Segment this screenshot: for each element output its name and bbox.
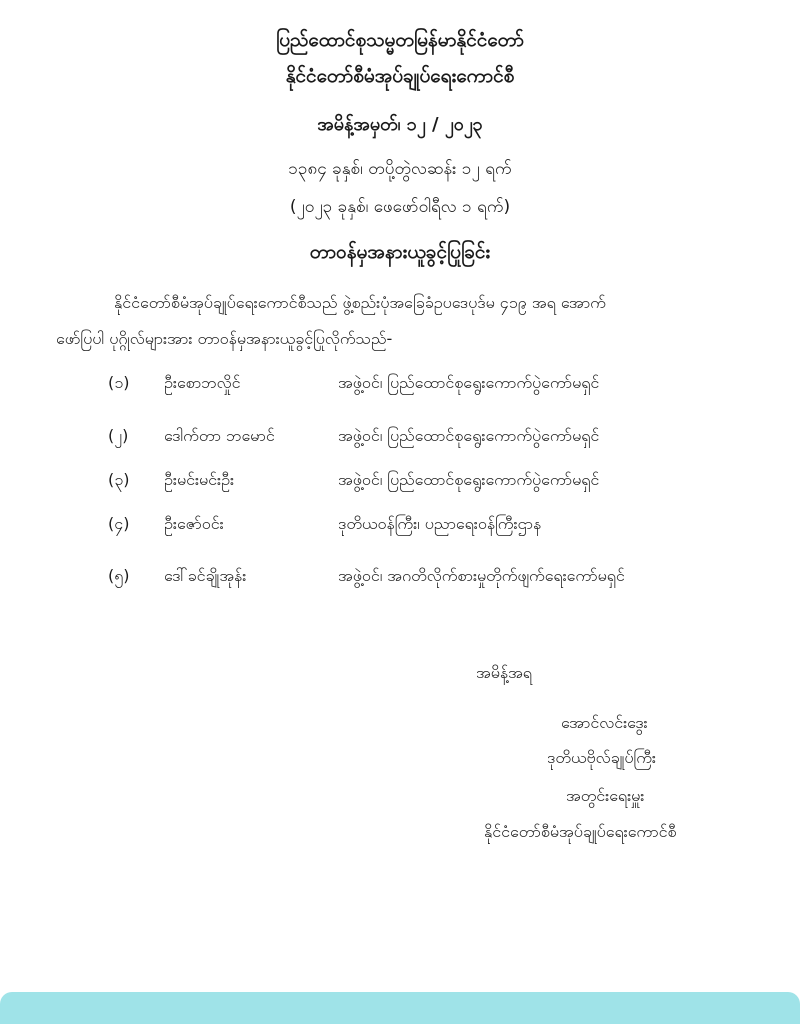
person-row: [0, 513, 800, 543]
person-name: ဒေါက်တာ ဘမောင်: [164, 426, 275, 445]
government-title: ပြည်ထောင်စုသမ္မတမြန်မာနိုင်ငံတော်: [276, 29, 524, 51]
signatory-title: အတွင်းရေးမှူး: [566, 786, 645, 805]
person-role: အဖွဲ့ဝင်၊ ပြည်ထောင်စုရွေးကောက်ပွဲကော်မရှင်: [338, 373, 600, 392]
signatory-name: အောင်လင်းဒွေး: [561, 713, 648, 732]
body-paragraph-line-2: ဖော်ပြပါ ပုဂ္ဂိုလ်များအား တာဝန်မှအနားယူခွင့်ပြုလိုက်သည်-: [56, 329, 393, 348]
body-paragraph-line-1: နိုင်ငံတော်စီမံအုပ်ချုပ်ရေးကောင်စီသည် ဖွဲ့စည်းပုံအခြေခံဥပဒေပုဒ်မ ၄၁၉ အရ အောက်: [114, 293, 606, 312]
person-name: ဦးဇော်ဝင်း: [164, 514, 224, 533]
person-name: ဒေါ်ခင်ချိုအုန်း: [164, 566, 247, 585]
signature-by-order: အမိန့်အရ: [476, 663, 532, 682]
person-role: အဖွဲ့ဝင်၊ အဂတိလိုက်စားမှုတိုက်ဖျက်ရေးကော်မရှင်: [338, 566, 625, 585]
person-name: ဦးစောဘလှိုင်: [164, 373, 241, 392]
person-row: [0, 425, 800, 455]
person-row: [0, 372, 800, 402]
person-number: (၃): [108, 470, 130, 489]
date-gregorian: (၂၀၂၃ ခုနှစ်၊ ဖေဖော်ဝါရီလ ၁ ရက်): [289, 197, 511, 217]
signatory-office: နိုင်ငံတော်စီမံအုပ်ချုပ်ရေးကောင်စီ: [484, 822, 677, 841]
person-number: (၁): [108, 373, 130, 392]
person-number: (၅): [108, 566, 130, 585]
order-subject: တာဝန်မှအနားယူခွင့်ပြုခြင်း: [309, 241, 491, 263]
person-role: အဖွဲ့ဝင်၊ ပြည်ထောင်စုရွေးကောက်ပွဲကော်မရှင်: [338, 426, 600, 445]
date-myanmar: ၁၃၈၄ ခုနှစ်၊ တပို့တွဲလဆန်း ၁၂ ရက်: [288, 159, 512, 179]
person-role: အဖွဲ့ဝင်၊ ပြည်ထောင်စုရွေးကောက်ပွဲကော်မရှင်: [338, 470, 600, 489]
person-role: ဒုတိယဝန်ကြီး၊ ပညာရေးဝန်ကြီးဌာန: [338, 514, 542, 533]
person-row: [0, 565, 800, 595]
person-number: (၂): [108, 426, 129, 445]
council-title: နိုင်ငံတော်စီမံအုပ်ချုပ်ရေးကောင်စီ: [285, 65, 515, 87]
signatory-rank: ဒုတိယဗိုလ်ချုပ်ကြီး: [547, 748, 656, 767]
person-number: (၄): [108, 514, 130, 533]
person-name: ဦးမင်းမင်းဦး: [164, 470, 235, 489]
person-row: [0, 469, 800, 499]
order-number: အမိန့်အမှတ်၊ ၁၂ / ၂၀၂၃: [317, 114, 483, 135]
bottom-accent-band: [0, 992, 800, 1024]
